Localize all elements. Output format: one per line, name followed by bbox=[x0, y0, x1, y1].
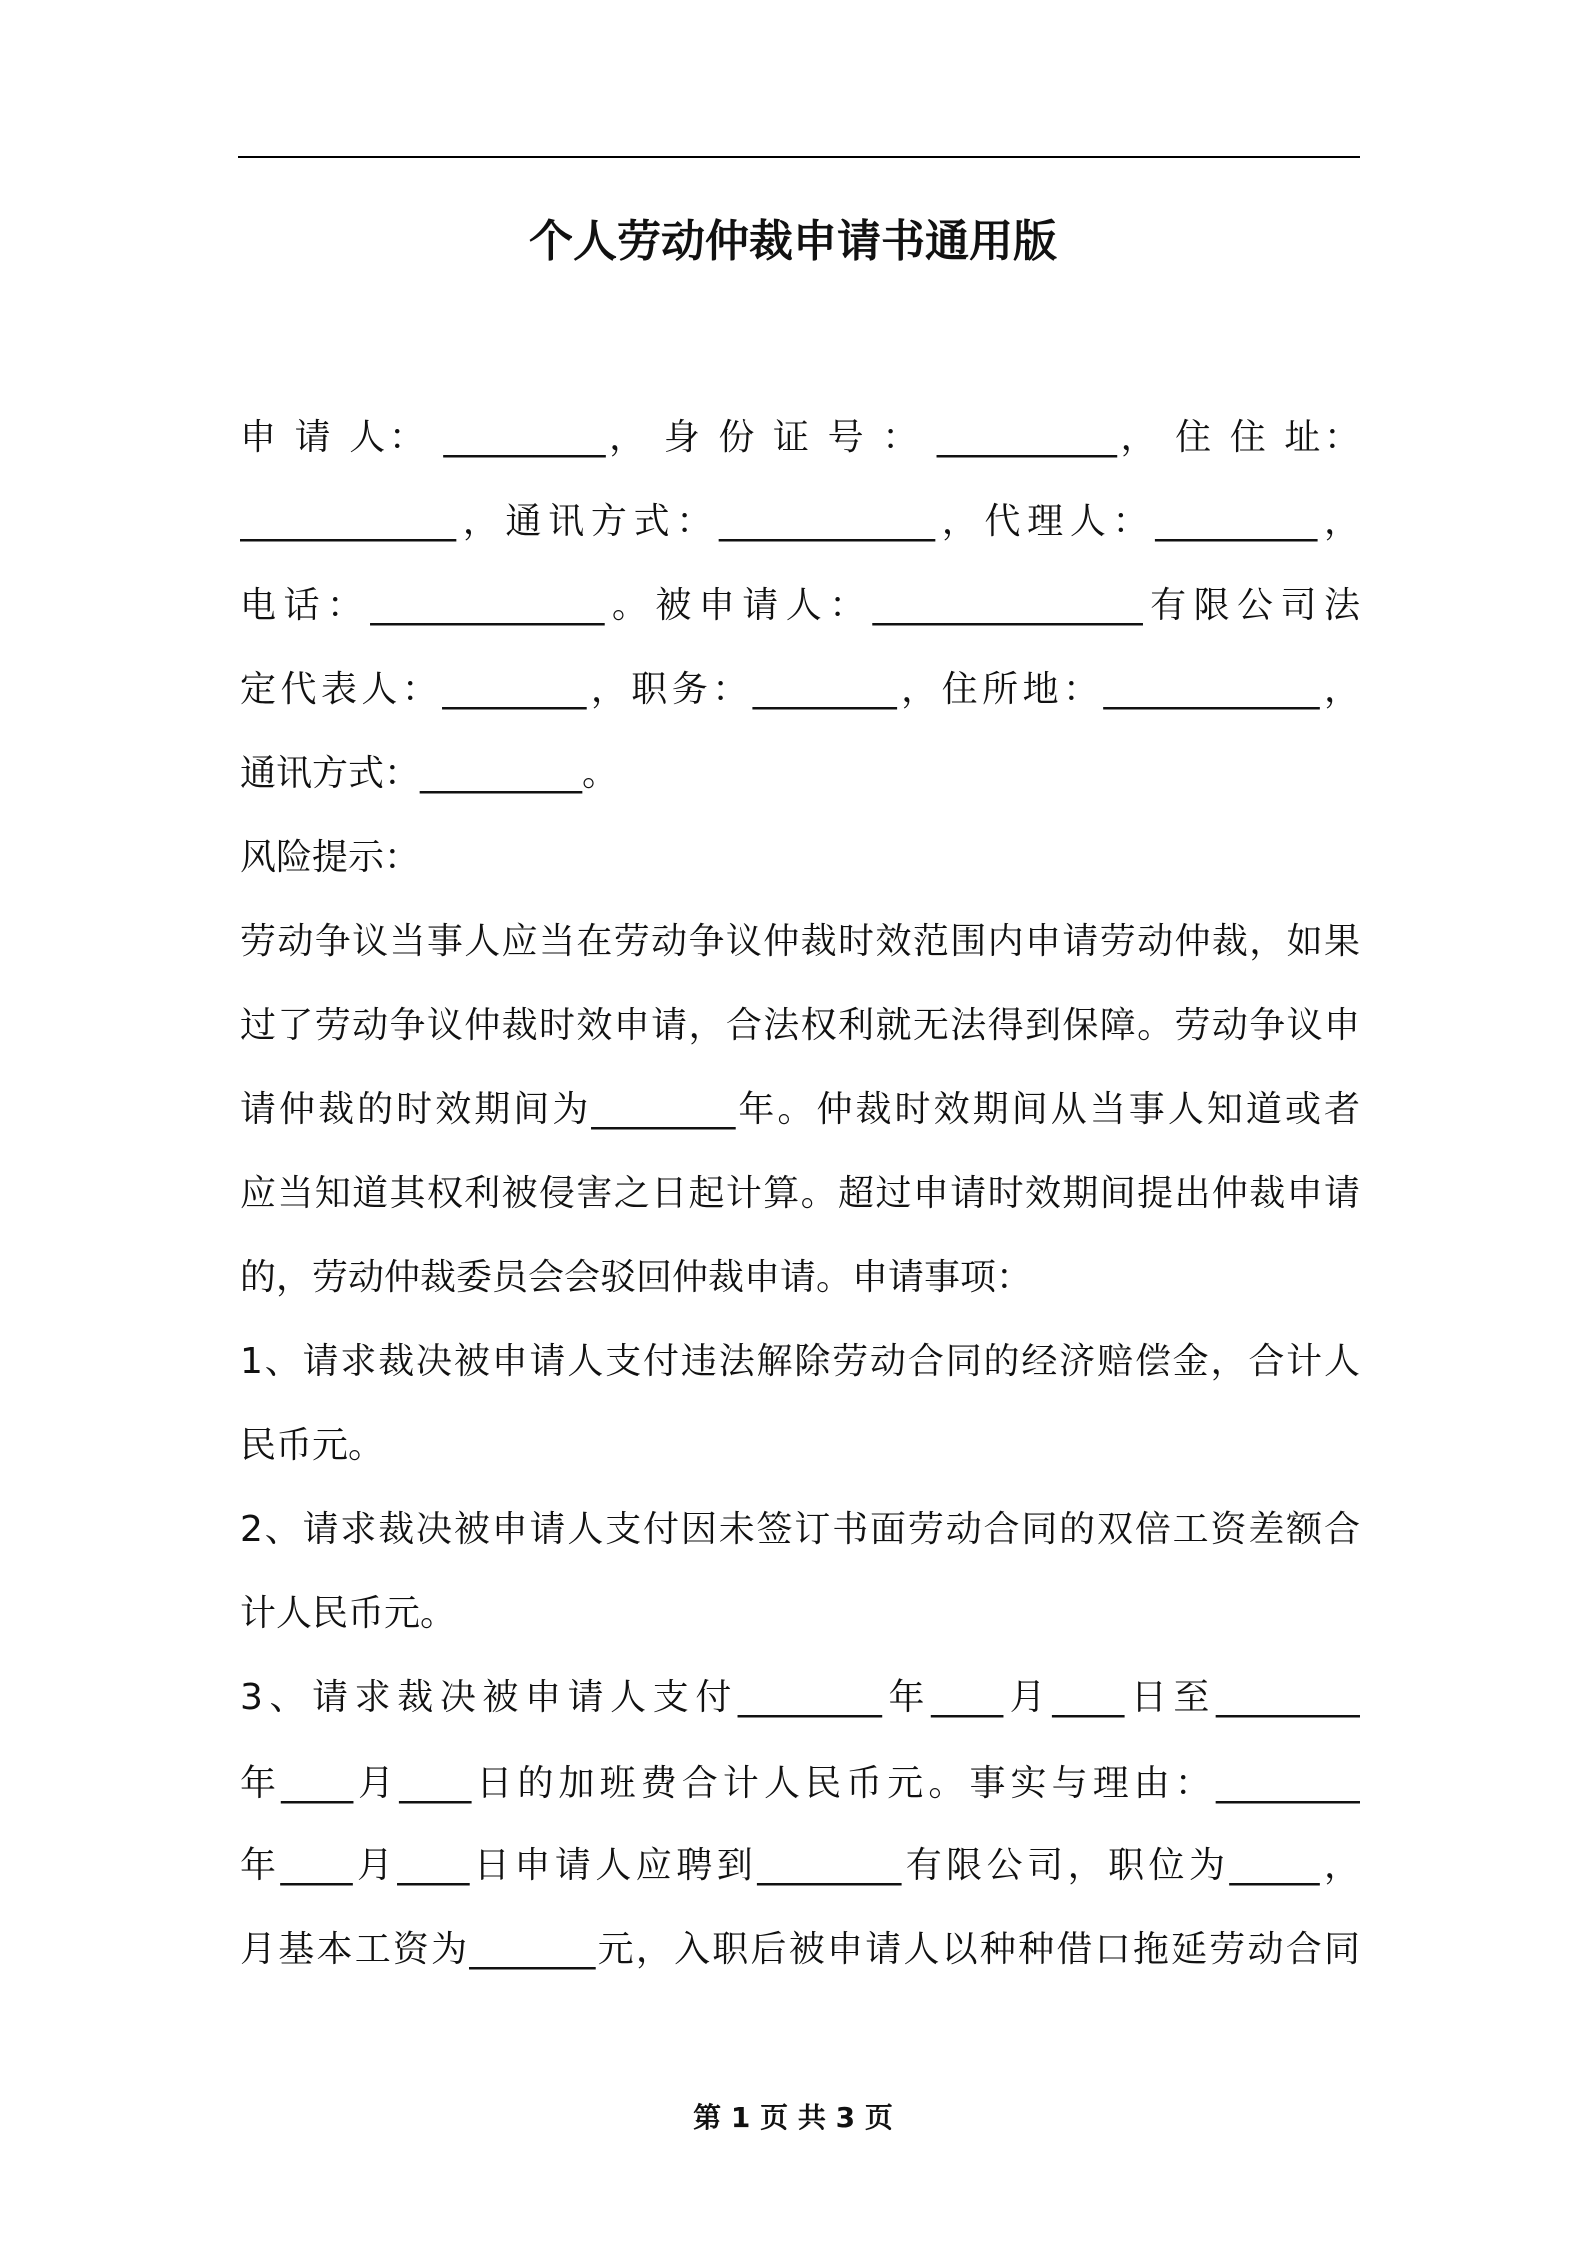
body-line: 申 请 人： _________， 身 份 证 号 ： __________， 住 住 址： bbox=[240, 417, 1360, 458]
body-line: 电话：_____________。被申请人：_______________有限公司法 bbox=[240, 585, 1360, 626]
body-line: 月基本工资为_______元，入职后被申请人以种种借口拖延劳动合同 bbox=[240, 1929, 1360, 1970]
claim-item-1: 1、请求裁决被申请人支付违法解除劳动合同的经济赔偿金，合计人 bbox=[240, 1341, 1360, 1382]
body-line: 年____月____日申请人应聘到________有限公司，职位为_____， bbox=[240, 1845, 1360, 1886]
body-line: 通讯方式：_________。 bbox=[240, 753, 619, 794]
document-title: 个人劳动仲裁申请书通用版 bbox=[529, 216, 1057, 267]
body-line: 过了劳动争议仲裁时效申请，合法权利就无法得到保障。劳动争议申 bbox=[240, 1005, 1360, 1046]
header-rule bbox=[238, 156, 1360, 158]
body-line: 请仲裁的时效期间为________年。仲裁时效期间从当事人知道或者 bbox=[240, 1089, 1360, 1130]
body-line: ____________，通讯方式：____________，代理人：_________， bbox=[240, 501, 1360, 542]
claim-item-2: 2、请求裁决被申请人支付因未签订书面劳动合同的双倍工资差额合 bbox=[240, 1509, 1360, 1550]
page-indicator: 第 1 页 共 3 页 bbox=[693, 2101, 893, 2134]
claim-item-1-cont: 民币元。 bbox=[240, 1425, 385, 1466]
claim-item-3: 3、请求裁决被申请人支付________年____月____日至________ bbox=[240, 1677, 1360, 1718]
body-line: 年____月____日的加班费合计人民币元。事实与理由：________ bbox=[240, 1763, 1360, 1804]
body-line: 应当知道其权利被侵害之日起计算。超过申请时效期间提出仲裁申请 bbox=[240, 1173, 1360, 1214]
risk-heading: 风险提示： bbox=[240, 837, 421, 878]
body-line: 劳动争议当事人应当在劳动争议仲裁时效范围内申请劳动仲裁，如果 bbox=[240, 921, 1360, 962]
claim-item-2-cont: 计人民币元。 bbox=[240, 1593, 457, 1634]
body-line: 的，劳动仲裁委员会会驳回仲裁申请。申请事项： bbox=[240, 1257, 1033, 1298]
body-line: 定代表人：________，职务：________，住所地：____________， bbox=[240, 669, 1360, 710]
